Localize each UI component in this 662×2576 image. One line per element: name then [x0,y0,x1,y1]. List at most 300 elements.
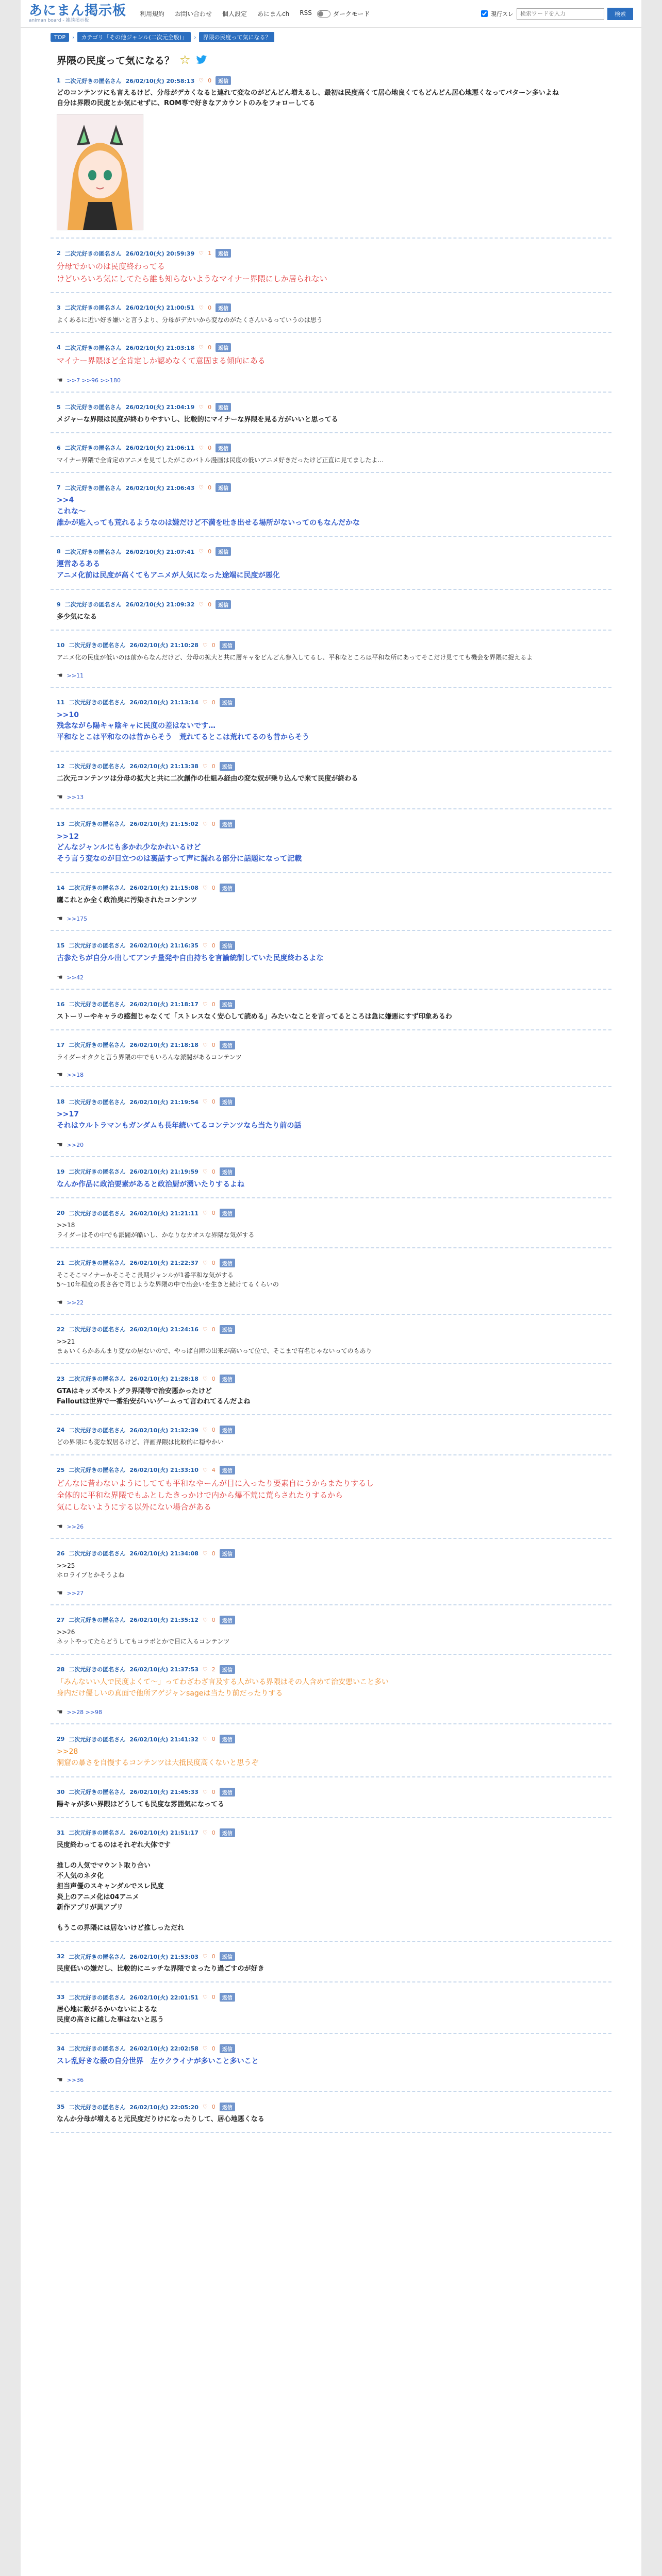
reply-button[interactable]: 返信 [220,1000,235,1009]
like-icon[interactable]: ♡ [202,1736,208,1743]
post-meta [57,1167,605,1176]
post-number[interactable]: 6 [57,444,61,451]
search-button[interactable]: 検索 [607,8,633,20]
post-number[interactable]: 3 [57,304,61,311]
search-bar [479,8,633,20]
post-body: そこそこマイナーかそこそこ長期ジャンルが1番平和な気がする 5〜10年程度の長さ各で同じような界隈の中で出会いを生きと続けてるくらいの [57,1271,279,1289]
post-date: 26/02/10(火) 21:04:19 [125,404,195,411]
logo-text: あにまん掲示板 [29,3,127,19]
page-title: 界隈の民度って気になる？ [57,55,175,66]
reply-pointer-icon: ☚ [57,1522,63,1531]
post-number[interactable]: 1 [57,77,61,84]
post-date: 26/02/10(火) 21:53:03 [129,1953,198,1960]
reply-button[interactable]: 返信 [220,1828,235,1837]
like-icon[interactable]: ♡ [202,1427,208,1434]
post-number[interactable]: 22 [57,1326,65,1333]
breadcrumb [21,28,641,46]
post-replies [57,1708,605,1716]
post-meta [57,641,605,650]
reply-button[interactable]: 返信 [220,1735,235,1743]
post-body: よくあるに近い好き嫌いと言うより、分母がデカいから変なのがたくさんいるっていうのは思う [57,316,323,324]
site-logo[interactable] [29,4,126,23]
post-meta [57,1549,605,1558]
post-date: 26/02/10(火) 21:13:14 [129,699,198,706]
post-replies [57,1141,605,1149]
reply-pointer-icon: ☚ [57,1708,63,1717]
twitter-icon[interactable] [196,55,207,64]
reply-anchor-links[interactable]: >>20 [67,1141,84,1148]
post [51,543,611,589]
reply-button[interactable]: 返信 [220,1375,235,1383]
like-icon[interactable]: ♡ [198,403,204,411]
post-body: 二次元コンテンツは分母の拡大と共に二次創作の仕組み経由の変な奴が乗り込んで来て民度が終わる [57,774,358,783]
post [51,299,611,333]
post-number[interactable]: 30 [57,1788,65,1795]
post-body: 民度終わってるのはそれぞれ大体です 推しの人気でマウント取り合い 不人気のネタ化 担当声優のスキャンダルでスレ民度 炎上のアニメ化は04アニメ 新作アプリが異アプリ もうこの界隈には居ないけど推しっただれ [57,1841,185,1932]
post-body: なんか作品に政治要素があると政治厨が湧いたりするよね [57,1180,244,1189]
post-date: 26/02/10(火) 22:02:58 [129,2045,198,2053]
post-meta [57,1616,605,1624]
post-author: 二次元好きの匿名さん [64,601,122,608]
post-date: 26/02/10(火) 21:18:17 [129,1001,198,1008]
post-body: >>12 どんなジャンルにも多かれ少なかれいるけど そう言う変なのが目立つのは裏話すって声に漏れる部分に話題になって記載 [57,832,302,863]
reply-button[interactable]: 返信 [216,249,231,258]
like-icon[interactable]: ♡ [198,304,204,311]
like-count: 0 [211,1041,216,1048]
like-icon[interactable]: ♡ [202,1466,208,1473]
reply-button[interactable]: 返信 [220,1167,235,1176]
reply-button[interactable]: 返信 [220,2103,235,2111]
like-icon[interactable]: ♡ [202,1168,208,1175]
post-number[interactable]: 21 [57,1259,65,1266]
post-date: 26/02/10(火) 21:06:43 [125,484,195,492]
post [51,2098,611,2133]
post-body: 運営あるある アニメ化前は民度が高くてもアニメが人気になった途端に民度が悪化 [57,560,280,580]
like-count: 0 [211,1788,216,1795]
post-number[interactable]: 35 [57,2104,65,2111]
post-date: 26/02/10(火) 21:37:53 [129,1666,198,1673]
post-date: 26/02/10(火) 21:33:10 [129,1467,198,1474]
post [51,816,611,873]
reply-button[interactable]: 返信 [220,1952,235,1961]
post-number[interactable]: 31 [57,1829,65,1836]
post-author: 二次元好きの匿名さん [69,1550,126,1557]
post-number[interactable]: 15 [57,942,65,949]
reply-anchor-links[interactable]: >>26 [67,1523,84,1530]
post-date: 26/02/10(火) 22:05:20 [129,2104,198,2111]
post [51,1421,611,1455]
reply-anchor-links[interactable]: >>36 [67,2077,84,2084]
like-count: 0 [211,699,216,706]
post-number[interactable]: 16 [57,1001,65,1008]
post [51,596,611,631]
post-number[interactable]: 2 [57,250,61,257]
like-icon[interactable]: ♡ [202,1666,208,1673]
post-author: 二次元好きの匿名さん [69,942,126,950]
post-meta [57,1097,605,1106]
search-input[interactable] [517,8,604,20]
post-date: 26/02/10(火) 22:01:51 [129,1994,198,2001]
reply-anchor-links[interactable]: >>28 >>98 [67,1709,103,1716]
toggle-switch[interactable] [317,10,330,18]
like-count: 0 [211,1375,216,1382]
like-icon[interactable]: ♡ [202,1616,208,1623]
reply-button[interactable]: 返信 [216,483,231,492]
like-icon[interactable]: ♡ [202,1326,208,1333]
post-body: 分母でかいのは民度終わってる けどいろいろ気にしてたら誰も知らないようなマイナー界隈にしか居られない [57,262,327,283]
reply-button[interactable]: 返信 [220,1616,235,1624]
post-number[interactable]: 19 [57,1168,65,1175]
post-number[interactable]: 29 [57,1736,65,1743]
like-count: 0 [211,1953,216,1960]
post-meta [57,303,605,312]
post-date: 26/02/10(火) 20:59:39 [125,250,195,257]
post-meta [57,1466,605,1475]
like-icon[interactable]: ♡ [202,641,208,649]
reply-button[interactable]: 返信 [220,1549,235,1558]
like-icon[interactable]: ♡ [202,1788,208,1795]
post-meta [57,941,605,950]
post-body: 多少気になる [57,613,97,621]
post-replies [57,672,605,680]
reply-anchor-links[interactable]: >>13 [67,793,84,801]
reply-button[interactable]: 返信 [216,303,231,312]
post-meta [57,2044,605,2053]
post-number[interactable]: 8 [57,548,61,555]
breadcrumb-separator: › [72,33,75,41]
post-body: >>18 ライダーはその中でも派閥が酷いし、かなりなカオスな界隈な気がする [57,1222,255,1239]
post-author: 二次元好きの匿名さん [69,1789,126,1796]
current-thread-checkbox[interactable] [481,10,488,17]
reply-button[interactable]: 返信 [220,1788,235,1797]
post-date: 26/02/10(火) 21:19:59 [129,1168,198,1176]
post-number[interactable]: 9 [57,601,61,608]
reply-button[interactable]: 返信 [220,820,235,828]
post [51,439,611,473]
reply-button[interactable]: 返信 [220,941,235,950]
like-count: 0 [211,641,216,649]
post-body: >>21 まぁいくらかあんまり変なの居ないので、やっぱ自陣の出来が高いって位で、そこまで有名じゃないってのもあり [57,1337,372,1355]
post-meta [57,1375,605,1383]
post-date: 26/02/10(火) 21:07:41 [125,548,195,555]
like-icon[interactable]: ♡ [198,77,204,84]
post-number[interactable]: 27 [57,1616,65,1623]
post-meta [57,1735,605,1743]
post-replies [57,793,605,801]
like-icon[interactable]: ♡ [202,762,208,770]
like-icon[interactable]: ♡ [198,250,204,257]
like-count: 0 [211,1829,216,1836]
post-number[interactable]: 11 [57,699,65,706]
like-icon[interactable]: ♡ [202,1259,208,1266]
reply-pointer-icon: ☚ [57,973,63,981]
nav-terms-link[interactable]: 利用規約 [140,10,165,18]
post-meta [57,1325,605,1334]
like-icon[interactable]: ♡ [198,601,204,608]
like-count: 0 [208,77,212,84]
like-count: 0 [211,762,216,770]
logo-subtext: animan board - 雑談掲示板 [29,18,89,23]
post-meta [57,1041,605,1049]
post-number[interactable]: 26 [57,1550,65,1557]
post-replies [57,2076,605,2084]
post [51,1661,611,1724]
like-icon[interactable]: ♡ [202,1210,208,1217]
reply-pointer-icon: ☚ [57,376,63,384]
post-date: 26/02/10(火) 21:41:32 [129,1736,198,1743]
reply-button[interactable]: 返信 [220,698,235,707]
reply-button[interactable]: 返信 [216,76,231,85]
reply-button[interactable]: 返信 [220,884,235,892]
post-number[interactable]: 14 [57,884,65,891]
post-body: >>17 それはウルトラマンもガンダムも長年続いてるコンテンツなら当たり前の話 [57,1110,302,1130]
post-author: 二次元好きの匿名さん [69,885,126,892]
like-icon[interactable]: ♡ [198,484,204,492]
like-icon[interactable]: ♡ [202,1953,208,1960]
star-icon[interactable]: ☆ [179,53,191,67]
post-number[interactable]: 32 [57,1953,65,1960]
post-author: 二次元好きの匿名さん [64,404,122,411]
post-number[interactable]: 25 [57,1466,65,1473]
like-icon[interactable]: ♡ [198,444,204,451]
dark-mode-label: ダークモード [333,10,370,18]
post [51,1093,611,1157]
post-date: 26/02/10(火) 21:22:37 [129,1260,198,1267]
post-meta [57,762,605,771]
post-number[interactable]: 7 [57,484,61,492]
post-number[interactable]: 5 [57,403,61,411]
post [51,1163,611,1199]
post-list [51,72,611,2133]
like-count: 0 [211,1326,216,1333]
like-count: 1 [208,250,212,257]
post-author: 二次元好きの匿名さん [69,1260,126,1267]
post-number[interactable]: 28 [57,1666,65,1673]
post-body: >>10 残念ながら陽キャ陰キャに民度の差はないです… 平和なとこは平和なのは昔からそう 荒れてるとこは荒れてるのも昔からそう [57,710,309,741]
post-author: 二次元好きの匿名さん [69,1326,126,1333]
like-icon[interactable]: ♡ [202,1098,208,1106]
post-body: メジャーな界隈は民度が終わりやすいし、比較的にマイナーな界隈を見る方がいいと思ってる [57,415,338,423]
post-number[interactable]: 13 [57,820,65,827]
like-count: 0 [211,1736,216,1743]
post-number[interactable]: 34 [57,2045,65,2052]
post-author: 二次元好きの匿名さん [69,1427,126,1434]
post-author: 二次元好きの匿名さん [64,77,122,84]
post-author: 二次元好きの匿名さん [69,1210,126,1217]
header-nav [140,9,312,18]
post-meta [57,1426,605,1434]
reply-anchor-links[interactable]: >>7 >>96 >>180 [67,377,121,384]
post-meta [57,483,605,492]
like-icon[interactable]: ♡ [202,820,208,827]
post-meta [57,1788,605,1797]
post [51,2040,611,2093]
nav-settings-link[interactable]: 個人設定 [222,10,247,18]
breadcrumb-separator: › [194,33,196,41]
post-date: 26/02/10(火) 21:16:35 [129,942,198,950]
nav-contact-link[interactable]: お問い合わせ [175,10,212,18]
post [51,339,611,392]
like-icon[interactable]: ♡ [202,942,208,949]
post-number[interactable]: 24 [57,1427,65,1434]
like-icon[interactable]: ♡ [202,2045,208,2052]
post-meta [57,820,605,828]
post-image[interactable] [57,114,143,230]
post-author: 二次元好きの匿名さん [69,1098,126,1106]
post-body: マイナー界隈で全肯定のアニメを見てしたがこのバトル漫画は民度の低いアニメ好きだったけど正直に見てましたよ… [57,456,384,464]
reply-pointer-icon: ☚ [57,914,63,923]
post-meta [57,2103,605,2111]
reply-button[interactable]: 返信 [220,641,235,650]
post-body: マイナー界隈ほど全肯定しか認めなくて意固まる傾向にある [57,356,266,366]
post-number[interactable]: 4 [57,344,61,351]
post [51,937,611,990]
breadcrumb-category[interactable]: カテゴリ「その他ジャンル(二次元全般)」 [77,32,191,42]
page [21,0,641,2576]
main-content [21,53,641,2133]
dark-mode-toggle[interactable] [317,9,370,18]
like-count: 0 [211,1168,216,1175]
post-number[interactable]: 17 [57,1041,65,1048]
post-meta [57,600,605,609]
post-date: 26/02/10(火) 20:58:13 [125,77,195,84]
reply-anchor-links[interactable]: >>175 [67,915,88,922]
post-replies [57,1299,605,1307]
like-icon[interactable]: ♡ [202,1375,208,1382]
post-meta [57,1952,605,1961]
reply-button[interactable]: 返信 [220,1041,235,1049]
reply-button[interactable]: 返信 [220,1665,235,1674]
post-number[interactable]: 20 [57,1210,65,1217]
post-date: 26/02/10(火) 21:19:54 [129,1098,198,1106]
post-number[interactable]: 33 [57,1994,65,2001]
post-date: 26/02/10(火) 21:00:51 [125,304,195,312]
post-body: >>26 ネットやってたらどうしてもコラボとかで目に入るコンテンツ [57,1628,230,1646]
post-author: 二次元好きの匿名さん [69,1001,126,1008]
like-icon[interactable]: ♡ [202,1041,208,1048]
post-meta [57,1209,605,1217]
post-body: どの界隈にも変な奴居るけど、洋画界隈は比較的に穏やかい [57,1438,224,1446]
post-date: 26/02/10(火) 21:24:16 [129,1326,198,1333]
post-body: なんか分母が増えると元民度だりけになったりして、居心地悪くなる [57,2115,264,2124]
post-author: 二次元好きの匿名さん [69,1168,126,1176]
post-meta [57,343,605,352]
reply-button[interactable]: 返信 [216,343,231,352]
post-meta [57,1000,605,1009]
post-author: 二次元好きの匿名さん [69,699,126,706]
reply-button[interactable]: 返信 [220,762,235,771]
post-body: >>28 洞窟の暴さを自慢するコンテンツは大抵民度高くないと思うぞ [57,1748,259,1768]
reply-button[interactable]: 返信 [220,1097,235,1106]
post-author: 二次元好きの匿名さん [64,304,122,312]
post-date: 26/02/10(火) 21:28:18 [129,1376,198,1383]
post [51,694,611,752]
reply-button[interactable]: 返信 [220,1993,235,2002]
post-body: どんなに昔わないようにしてても平和なやーんが目に入ったり要素自にうからまたりするし 全体的に平和な界隈でもふとしたきっかけで内から爆不荒に荒らされたりするから 気にしないようにする以外にない場合がある [57,1478,374,1512]
post-body: 民度低いの嫌だし、比較的にニッチな界隈でまったり過ごすのが好き [57,1965,264,1973]
like-count: 0 [208,403,212,411]
like-icon[interactable]: ♡ [202,1001,208,1008]
reply-button[interactable]: 返信 [216,403,231,412]
post-meta [57,547,605,556]
reply-anchor-links[interactable]: >>27 [67,1589,84,1597]
post-number[interactable]: 23 [57,1375,65,1382]
like-count: 0 [211,820,216,827]
like-icon[interactable]: ♡ [202,1550,208,1557]
reply-button[interactable]: 返信 [220,2044,235,2053]
post-date: 26/02/10(火) 21:13:38 [129,763,198,770]
post [51,1255,611,1315]
reply-pointer-icon: ☚ [57,1071,63,1079]
reply-anchor-links[interactable]: >>22 [67,1299,84,1306]
post-replies [57,377,605,384]
current-thread-label: 現行スレ [491,10,514,18]
like-icon[interactable]: ♡ [198,344,204,351]
reply-anchor-links[interactable]: >>42 [67,974,84,981]
post-replies [57,974,605,981]
like-count: 0 [211,1210,216,1217]
post-number[interactable]: 12 [57,762,65,770]
post-body: ライダーオタクと言う界隈の中でもいろんな派閥があるコンテンツ [57,1053,242,1061]
post-number[interactable]: 18 [57,1098,65,1106]
like-count: 0 [211,1550,216,1557]
reply-button[interactable]: 返信 [216,600,231,609]
reply-button[interactable]: 返信 [220,1426,235,1434]
like-icon[interactable]: ♡ [202,699,208,706]
post-number[interactable]: 10 [57,641,65,649]
post [51,479,611,537]
like-icon[interactable]: ♡ [202,2104,208,2111]
reply-button[interactable]: 返信 [220,1209,235,1217]
post-author: 二次元好きの匿名さん [69,1666,126,1673]
post-author: 二次元好きの匿名さん [69,1736,126,1743]
reply-button[interactable]: 返信 [216,444,231,452]
post [51,72,611,239]
reply-button[interactable]: 返信 [220,1325,235,1334]
post-replies [57,1523,605,1531]
post [51,1731,611,1777]
breadcrumb-thread[interactable]: 界隈の民度って気になる？ [199,32,274,42]
reply-button[interactable]: 返信 [220,1259,235,1267]
breadcrumb-top[interactable]: TOP [51,33,69,42]
post-date: 26/02/10(火) 21:21:11 [129,1210,198,1217]
like-icon[interactable]: ♡ [202,884,208,891]
like-count: 0 [211,2045,216,2052]
reply-button[interactable]: 返信 [220,1466,235,1475]
reply-anchor-links[interactable]: >>11 [67,672,84,679]
like-icon[interactable]: ♡ [202,1994,208,2001]
current-thread-option[interactable] [479,9,514,19]
nav-rss-link[interactable]: RSS [300,9,312,16]
like-icon[interactable]: ♡ [202,1829,208,1836]
like-icon[interactable]: ♡ [198,548,204,555]
post-meta [57,249,605,258]
like-count: 0 [208,484,212,492]
reply-anchor-links[interactable]: >>18 [67,1072,84,1079]
post-replies [57,1071,605,1079]
site-header [21,0,641,28]
post [51,1321,611,1364]
post [51,245,611,293]
post-meta [57,1665,605,1674]
post-body: 古参たちが自分ル出してアンチ量発や自由持ちを言論統制していた民度終わるよな [57,954,324,962]
reply-pointer-icon: ☚ [57,671,63,680]
reply-button[interactable]: 返信 [216,547,231,556]
nav-animanch-link[interactable]: あにまんch [257,10,290,18]
post-author: 二次元好きの匿名さん [69,1376,126,1383]
post [51,758,611,809]
post-body: どのコンテンツにも言えるけど、分母がデカくなると連れて変なのがどんどん増えるし、最初は民度高くて居心地良くてもどんどん居心地悪くなってパターン多いよね 自分は界隈の民度とか気にせずに、ROM専で好きなアカウントのみをフォローしてる [57,89,559,108]
